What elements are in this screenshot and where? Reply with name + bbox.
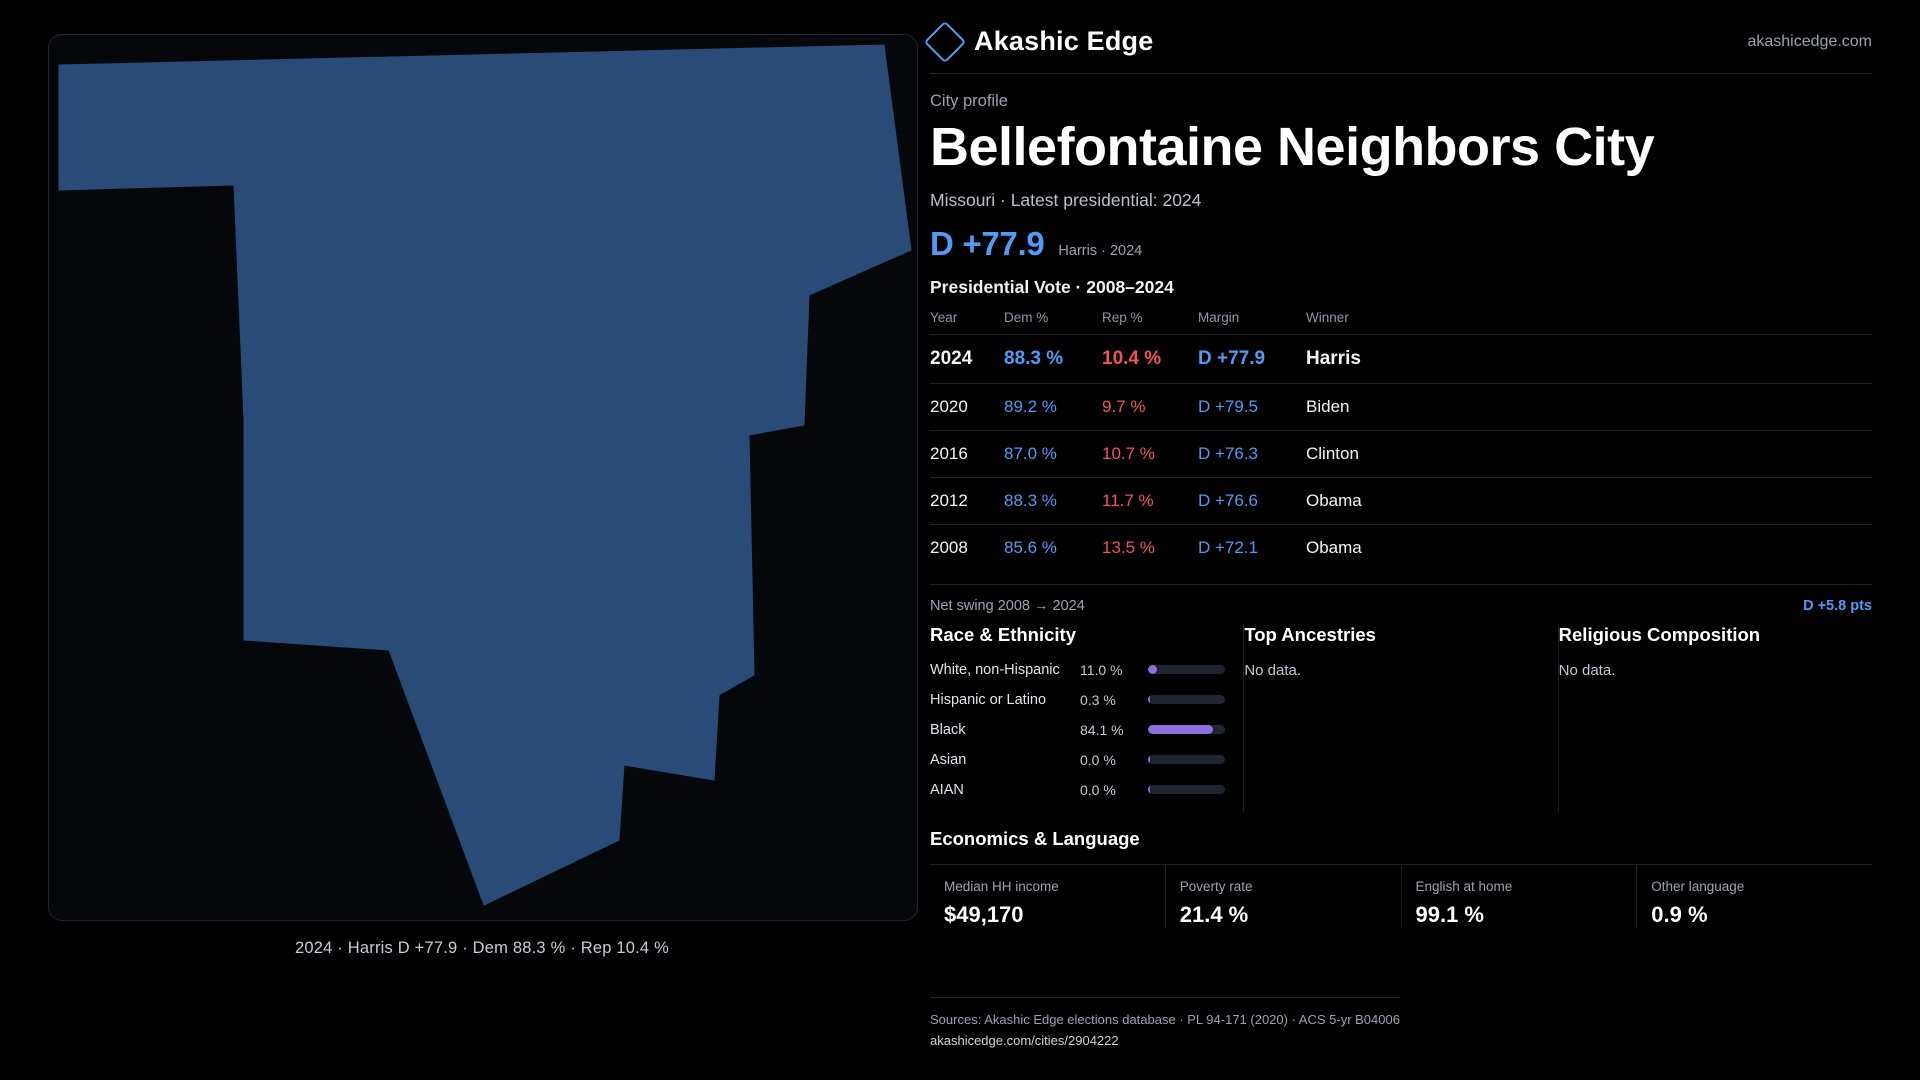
race-bar-track — [1148, 755, 1225, 764]
cell-winner: Biden — [1306, 383, 1872, 430]
economics-label: Other language — [1651, 878, 1745, 894]
content-panel — [930, 0, 1920, 1080]
diamond-icon — [924, 20, 966, 62]
col-dem: Dem % — [1004, 309, 1049, 325]
race-row — [930, 752, 1225, 768]
page-kicker: City profile — [930, 92, 1008, 110]
economics-cell — [1637, 865, 1872, 928]
economics-value: 99.1 % — [1415, 901, 1484, 927]
race-bar-fill — [1148, 725, 1213, 734]
race-ethnicity-column — [930, 624, 1244, 812]
map-panel — [0, 0, 930, 1080]
table-row — [930, 430, 1872, 477]
map-frame[interactable] — [48, 34, 918, 921]
race-bar-fill — [1148, 695, 1150, 704]
vote-section-label: Presidential Vote · 2008–2024 — [930, 276, 1174, 297]
race-bar-track — [1148, 785, 1225, 794]
cell-dem: 88.3 % — [1004, 477, 1102, 524]
race-label: Black — [930, 721, 966, 738]
economics-label: Poverty rate — [1179, 878, 1253, 894]
cell-margin: D +72.1 — [1198, 524, 1306, 571]
race-percent: 0.0 % — [1080, 751, 1116, 768]
table-row — [930, 477, 1872, 524]
race-row — [930, 722, 1225, 738]
cell-winner: Obama — [1306, 524, 1872, 571]
economics-cell — [1402, 865, 1638, 928]
brand-row — [930, 26, 1872, 73]
cell-dem: 89.2 % — [1004, 383, 1102, 430]
cell-dem: 85.6 % — [1004, 524, 1102, 571]
city-boundary-map — [49, 35, 917, 920]
brand-name: Akashic Edge — [974, 26, 1154, 56]
economics-label: English at home — [1415, 878, 1513, 894]
ancestries-title: Top Ancestries — [1244, 623, 1376, 645]
ancestries-empty: No data. — [1244, 661, 1302, 679]
race-bar-track — [1148, 665, 1225, 674]
cell-winner: Obama — [1306, 477, 1872, 524]
col-year: Year — [930, 309, 958, 325]
table-row — [930, 334, 1872, 383]
race-percent: 0.0 % — [1080, 781, 1116, 798]
cell-year: 2024 — [930, 334, 1004, 383]
economics-grid — [930, 864, 1872, 928]
race-label: White, non-Hispanic — [930, 661, 1060, 678]
economics-cell — [1166, 865, 1402, 928]
net-swing-value: D +5.8 pts — [1803, 597, 1872, 614]
cell-winner: Clinton — [1306, 430, 1872, 477]
col-margin: Margin — [1198, 309, 1240, 325]
col-rep: Rep % — [1102, 309, 1143, 325]
race-label: Hispanic or Latino — [930, 691, 1047, 708]
footer — [930, 997, 1400, 1048]
table-row — [930, 524, 1872, 571]
cell-rep: 10.7 % — [1102, 430, 1198, 477]
page-subtitle: Missouri · Latest presidential: 2024 — [930, 189, 1202, 210]
race-bar-track — [1148, 725, 1225, 734]
header-divider — [930, 73, 1872, 74]
cell-winner: Harris — [1306, 334, 1872, 383]
religious-composition-column — [1559, 624, 1872, 812]
col-winner: Winner — [1306, 309, 1349, 325]
cell-year: 2016 — [930, 430, 1004, 477]
cell-rep: 11.7 % — [1102, 477, 1198, 524]
page-title: Bellefontaine Neighbors City — [930, 117, 1655, 177]
cell-year: 2012 — [930, 477, 1004, 524]
race-bar-fill — [1148, 665, 1157, 674]
race-bar-fill — [1148, 755, 1150, 764]
footer-link[interactable]: akashicedge.com/cities/2904222 — [930, 1033, 1119, 1048]
race-row — [930, 692, 1225, 708]
economics-value: $49,170 — [944, 901, 1024, 927]
margin-value: D +77.9 — [930, 224, 1045, 262]
race-row — [930, 782, 1225, 798]
religion-empty: No data. — [1558, 661, 1616, 679]
economics-title: Economics & Language — [930, 827, 1140, 849]
cell-margin: D +79.5 — [1198, 383, 1306, 430]
religion-title: Religious Composition — [1558, 623, 1761, 645]
table-row — [930, 383, 1872, 430]
cell-year: 2008 — [930, 524, 1004, 571]
race-label: AIAN — [930, 781, 964, 798]
race-row — [930, 662, 1225, 678]
brand-domain[interactable]: akashicedge.com — [1747, 32, 1872, 50]
race-percent: 11.0 % — [1080, 661, 1123, 678]
race-percent: 0.3 % — [1080, 691, 1116, 708]
economics-label: Median HH income — [944, 878, 1059, 894]
headline-margin — [930, 225, 1872, 263]
cell-rep: 13.5 % — [1102, 524, 1198, 571]
race-title: Race & Ethnicity — [930, 623, 1076, 645]
cell-rep: 9.7 % — [1102, 383, 1198, 430]
economics-value: 21.4 % — [1179, 901, 1249, 927]
race-label: Asian — [930, 751, 967, 768]
cell-dem: 87.0 % — [1004, 430, 1102, 477]
economics-cell — [930, 865, 1166, 928]
net-swing-row — [930, 584, 1872, 614]
table-header-row — [930, 310, 1872, 335]
economics-value: 0.9 % — [1651, 901, 1708, 927]
cell-rep: 10.4 % — [1102, 334, 1198, 383]
cell-margin: D +76.6 — [1198, 477, 1306, 524]
race-percent: 84.1 % — [1080, 721, 1124, 738]
demographics-columns — [930, 624, 1872, 812]
net-swing-label: Net swing 2008 → 2024 — [930, 597, 1085, 614]
presidential-vote-table — [930, 310, 1872, 571]
cell-dem: 88.3 % — [1004, 334, 1102, 383]
race-bar-track — [1148, 695, 1225, 704]
map-caption: 2024 · Harris D +77.9 · Dem 88.3 % · Rep 10.4 % — [295, 939, 669, 957]
race-bar-fill — [1148, 785, 1150, 794]
brand-left — [930, 26, 1153, 57]
footer-sources: Sources: Akashic Edge elections database · PL 94-171 (2020) · ACS 5-yr B04006 — [930, 1012, 1400, 1027]
cell-margin: D +76.3 — [1198, 430, 1306, 477]
cell-year: 2020 — [930, 383, 1004, 430]
top-ancestries-column — [1244, 624, 1558, 812]
margin-note: Harris · 2024 — [1058, 242, 1143, 259]
cell-margin: D +77.9 — [1198, 334, 1306, 383]
